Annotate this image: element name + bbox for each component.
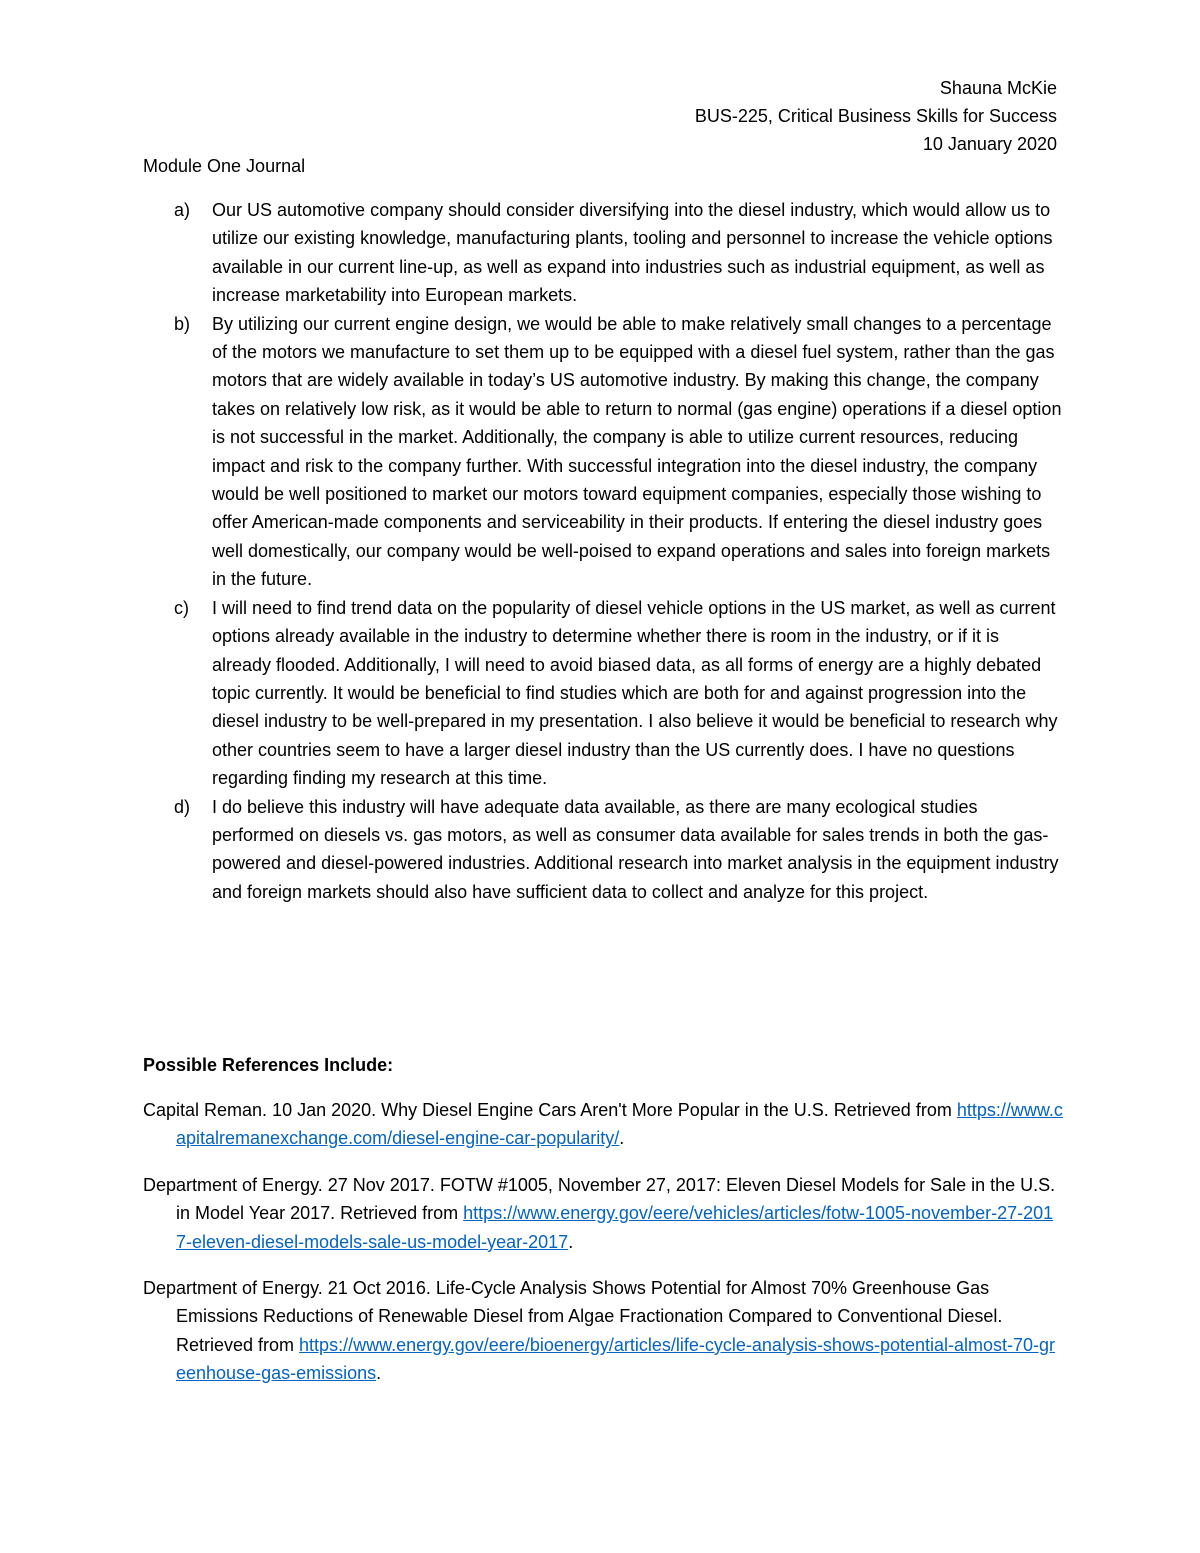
reference-text: Department of Energy. 21 Oct 2016. Life-Cycle Analysis Shows Potential for Almost 70% Greenhouse Gas Emissions Reductions of Renewable Diesel from Algae Fractionation Compared to Conventional Diesel. Retrieved from xyxy=(143,1278,1003,1355)
reference-list xyxy=(143,1096,1063,1406)
reference-link[interactable]: https://www.energy.gov/eere/vehicles/articles/fotw-1005-november-27-2017-eleven-diesel-models-sale-us-model-year-2017 xyxy=(176,1203,1054,1252)
journal-item-d xyxy=(143,793,1063,907)
reference-entry xyxy=(143,1096,1063,1153)
reference-entry xyxy=(143,1171,1063,1256)
reference-entry xyxy=(143,1274,1063,1388)
reference-link[interactable]: https://www.capitalremanexchange.com/diesel-engine-car-popularity/ xyxy=(176,1100,1063,1149)
reference-text: Department of Energy. 27 Nov 2017. FOTW #1005, November 27, 2017: Eleven Diesel Models for Sale in the U.S. in Model Year 2017. Retrieved from xyxy=(143,1174,1056,1224)
author-name: Shauna McKie xyxy=(939,78,1057,98)
journal-title: Module One Journal xyxy=(143,156,306,176)
document-date: 10 January 2020 xyxy=(922,134,1057,154)
item-marker: d) xyxy=(174,796,191,817)
item-marker: c) xyxy=(174,597,189,618)
journal-item-list xyxy=(143,196,1063,906)
item-text: By utilizing our current engine design, we would be able to make relatively small changes to a percentage of the motors we manufacture to set them up to be equipped with a diesel fuel system, rather than the gas motors that are widely available in today’s US automotive industry. By making this change, the company takes on relatively low risk, as it would be able to return to normal (gas engine) operations if a diesel option is not successful in the market. Additionally, the company is able to utilize current resources, reducing impact and risk to the company further. With successful integration into the diesel industry, the company would be well positioned to market our motors toward equipment companies, especially those wishing to offer American-made components and serviceability in their products. If entering the diesel industry goes well domestically, our company would be well-poised to expand operations and sales into foreign markets in the future. xyxy=(212,313,1062,590)
journal-item-a xyxy=(143,196,1063,310)
item-marker: b) xyxy=(174,313,191,334)
reference-end: . xyxy=(619,1128,625,1149)
item-text: I will need to find trend data on the popularity of diesel vehicle options in the US market, as well as current options already available in the industry to determine whether there is room in the industry, or if it is already flooded. Additionally, I will need to avoid biased data, as all forms of energy are a highly debated topic currently. It would be beneficial to find studies which are both for and against progression into the diesel industry to be well-prepared in my presentation. I also believe it would be beneficial to research why other countries seem to have a larger diesel industry than the US currently does. I have no questions regarding finding my research at this time. xyxy=(212,597,1058,789)
reference-text: Capital Reman. 10 Jan 2020. Why Diesel Engine Cars Aren't More Popular in the U.S. Retrieved from xyxy=(143,1100,957,1120)
reference-link[interactable]: https://www.energy.gov/eere/bioenergy/articles/life-cycle-analysis-shows-potential-almost-70-greenhouse-gas-emissions xyxy=(176,1334,1056,1384)
item-text: I do believe this industry will have adequate data available, as there are many ecological studies performed on diesels vs. gas motors, as well as consumer data available for sales trends in both the gas-powered and diesel-powered industries. Additional research into market analysis in the equipment industry and foreign markets should also have sufficient data to collect and analyze for this project. xyxy=(212,796,1059,902)
journal-item-b xyxy=(143,310,1063,594)
document-header xyxy=(695,74,1057,158)
journal-item-c xyxy=(143,594,1063,793)
item-text: Our US automotive company should consider diversifying into the diesel industry, which would allow us to utilize our existing knowledge, manufacturing plants, tooling and personnel to increase the vehicle options available in our current line-up, as well as expand into industries such as industrial equipment, as well as increase marketability into European markets. xyxy=(212,200,1053,306)
reference-end: . xyxy=(376,1363,382,1384)
references-heading: Possible References Include: xyxy=(143,1055,394,1075)
item-marker: a) xyxy=(174,200,191,220)
reference-end: . xyxy=(568,1231,574,1252)
course-name: BUS-225, Critical Business Skills for Success xyxy=(694,106,1057,126)
